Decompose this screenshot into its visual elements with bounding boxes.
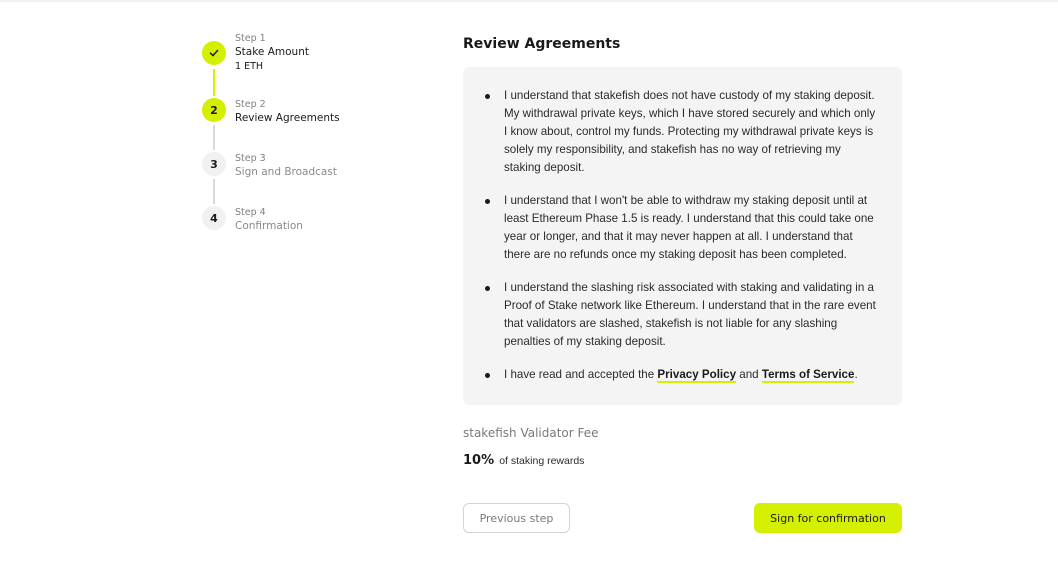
step-1-number: Step 1 [235, 33, 266, 44]
step-connector-2 [213, 125, 215, 150]
agreements-panel [463, 67, 902, 405]
step-2-title: Review Agreements [235, 112, 340, 124]
step-1-subtitle: 1 ETH [235, 61, 264, 72]
sign-for-confirmation-button[interactable]: Sign for confirmation [754, 503, 902, 533]
agreement-text-middle: and [736, 368, 762, 381]
agreement-item-policies [485, 366, 880, 384]
privacy-policy-link[interactable]: Privacy Policy [657, 368, 737, 381]
bullet-icon [485, 94, 490, 99]
top-divider [0, 0, 1058, 2]
validator-fee-percent: 10% [463, 453, 495, 468]
terms-of-service-link[interactable]: Terms of Service [761, 368, 855, 381]
previous-step-button[interactable]: Previous step [463, 503, 570, 533]
agreement-item-slashing [485, 279, 880, 351]
step-4-number: Step 4 [235, 207, 266, 218]
bullet-icon [485, 199, 490, 204]
step-3-title: Sign and Broadcast [235, 166, 337, 178]
step-connector-3 [213, 179, 215, 204]
agreements-list [485, 87, 880, 384]
step-4-title: Confirmation [235, 220, 303, 232]
step-2-number: Step 2 [235, 99, 266, 110]
validator-fee-label: stakefish Validator Fee [463, 426, 599, 440]
step-1-title: Stake Amount [235, 46, 309, 58]
agreement-text: I understand that stakefish does not have custody of my staking deposit. My withdrawal private keys, which I have stored securely and which only I know about, control my funds. Protecting my withdrawal private keys is solely my responsibility, and stakefish has no way of retrieving my staking deposit. [504, 89, 876, 174]
bullet-icon [485, 286, 490, 291]
validator-fee-value [463, 449, 584, 468]
agreement-text-suffix: . [854, 368, 858, 381]
step-2-indicator: 2 [202, 98, 226, 122]
agreement-text: I understand the slashing risk associated with staking and validating in a Proof of Stake network like Ethereum. I understand that in the rare event that validators are slashed, stakefish is not liable for any slashing penalties of my staking deposit. [504, 281, 876, 348]
bullet-icon [485, 373, 490, 378]
page-title: Review Agreements [463, 36, 621, 52]
step-3-number: Step 3 [235, 153, 266, 164]
step-1-indicator [202, 41, 226, 65]
agreement-text: I understand that I won't be able to withdraw my staking deposit until at least Ethereum Phase 1.5 is ready. I understand that this could take one year or longer, and that it may never happen at all. I understand that there are no refunds once my staking deposit has been completed. [504, 194, 874, 261]
validator-fee-description: of staking rewards [499, 455, 585, 467]
check-icon [209, 48, 219, 58]
agreement-text-prefix: I have read and accepted the [504, 368, 658, 381]
step-connector-1 [213, 69, 215, 96]
agreement-item-custody [485, 87, 880, 177]
step-3-indicator: 3 [202, 152, 226, 176]
step-4-indicator: 4 [202, 206, 226, 230]
agreement-item-withdrawal [485, 192, 880, 264]
